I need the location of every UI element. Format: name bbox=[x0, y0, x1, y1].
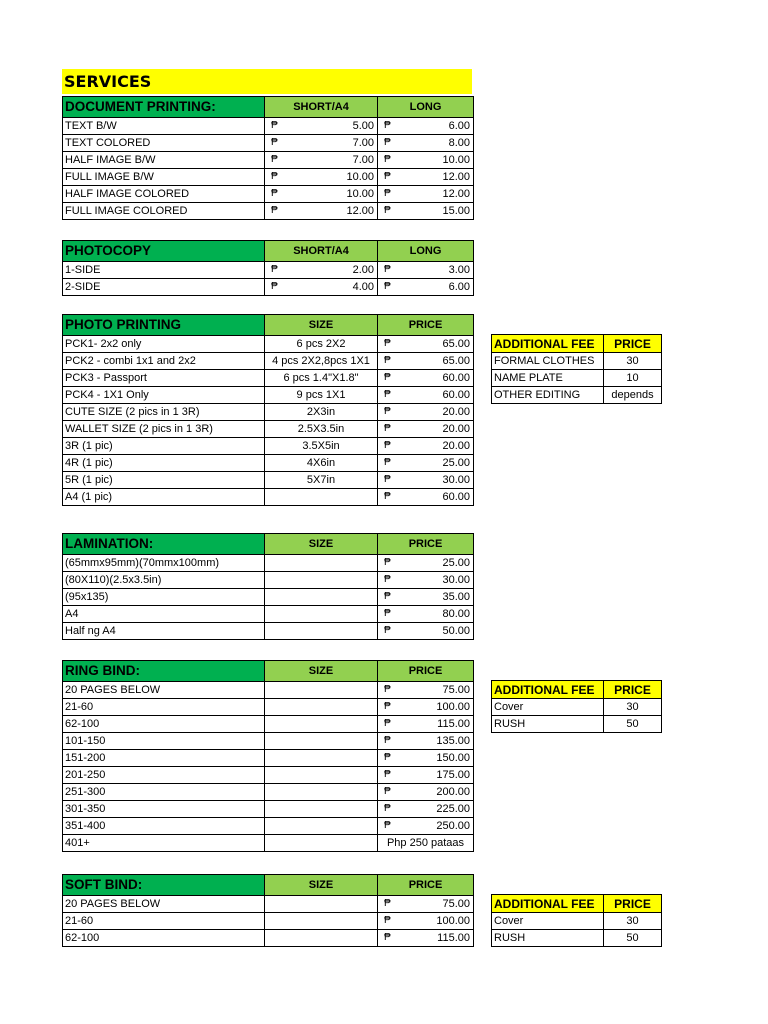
table-row bbox=[63, 767, 474, 784]
price-cell bbox=[378, 186, 474, 203]
row-label: FULL IMAGE COLORED bbox=[63, 203, 265, 220]
table-row bbox=[63, 279, 474, 296]
price-cell bbox=[378, 896, 474, 913]
row-label: 301-350 bbox=[63, 801, 265, 818]
table-row bbox=[492, 370, 662, 387]
price-cell bbox=[378, 623, 474, 640]
currency-symbol: ₱ bbox=[271, 264, 278, 275]
table-row bbox=[63, 623, 474, 640]
table-row bbox=[63, 472, 474, 489]
table-row bbox=[492, 353, 662, 370]
section-title: PHOTO PRINTING bbox=[63, 315, 265, 336]
price-cell bbox=[378, 699, 474, 716]
fee-label: OTHER EDITING bbox=[492, 387, 604, 404]
price-value: 60.00 bbox=[442, 389, 470, 401]
table-header-row bbox=[63, 875, 474, 896]
price-value: 20.00 bbox=[442, 423, 470, 435]
price-cell bbox=[378, 203, 474, 220]
price-cell bbox=[378, 353, 474, 370]
size-cell bbox=[265, 750, 378, 767]
column-header: SIZE bbox=[265, 534, 378, 555]
size-cell bbox=[265, 896, 378, 913]
size-cell: 9 pcs 1X1 bbox=[265, 387, 378, 404]
price-cell bbox=[378, 404, 474, 421]
section-title: PHOTOCOPY bbox=[63, 241, 265, 262]
size-cell: 2.5X3.5in bbox=[265, 421, 378, 438]
row-label: (65mmx95mm)(70mmx100mm) bbox=[63, 555, 265, 572]
table-row bbox=[63, 801, 474, 818]
table-row bbox=[63, 455, 474, 472]
currency-symbol: ₱ bbox=[384, 423, 391, 434]
price-cell bbox=[378, 913, 474, 930]
price-cell bbox=[378, 421, 474, 438]
price-cell: Php 250 pataas bbox=[378, 835, 474, 852]
table-row bbox=[63, 930, 474, 947]
row-label: HALF IMAGE COLORED bbox=[63, 186, 265, 203]
fee-price: 50 bbox=[604, 930, 662, 947]
price-cell bbox=[378, 472, 474, 489]
price-cell bbox=[378, 767, 474, 784]
size-cell bbox=[265, 801, 378, 818]
table-row bbox=[63, 606, 474, 623]
column-header: ADDITIONAL FEE bbox=[492, 335, 604, 353]
price-value: 30.00 bbox=[442, 474, 470, 486]
currency-symbol: ₱ bbox=[271, 188, 278, 199]
price-value: 175.00 bbox=[436, 769, 470, 781]
row-label: 62-100 bbox=[63, 930, 265, 947]
additional-fee-header-row bbox=[492, 895, 662, 913]
table-row bbox=[492, 387, 662, 404]
price-value: 5.00 bbox=[352, 120, 374, 132]
price-cell bbox=[265, 262, 378, 279]
size-cell bbox=[265, 913, 378, 930]
price-value: 150.00 bbox=[436, 752, 470, 764]
currency-symbol: ₱ bbox=[384, 608, 391, 619]
table-row bbox=[63, 118, 474, 135]
size-cell bbox=[265, 930, 378, 947]
table-row bbox=[63, 336, 474, 353]
price-cell bbox=[378, 784, 474, 801]
price-value: 8.00 bbox=[448, 137, 470, 149]
column-header: SHORT/A4 bbox=[265, 241, 378, 262]
table-row bbox=[63, 152, 474, 169]
column-header: ADDITIONAL FEE bbox=[492, 681, 604, 699]
currency-symbol: ₱ bbox=[384, 205, 391, 216]
price-value: 60.00 bbox=[442, 372, 470, 384]
row-label: FULL IMAGE B/W bbox=[63, 169, 265, 186]
row-label: 4R (1 pic) bbox=[63, 455, 265, 472]
table-row bbox=[63, 370, 474, 387]
row-label: PCK3 - Passport bbox=[63, 370, 265, 387]
table-row bbox=[63, 716, 474, 733]
price-value: 60.00 bbox=[442, 491, 470, 503]
row-label: PCK1- 2x2 only bbox=[63, 336, 265, 353]
price-value: 6.00 bbox=[448, 281, 470, 293]
column-header: SIZE bbox=[265, 661, 378, 682]
price-value: 135.00 bbox=[436, 735, 470, 747]
price-value: 4.00 bbox=[352, 281, 374, 293]
size-cell bbox=[265, 835, 378, 852]
price-cell bbox=[378, 555, 474, 572]
size-cell: 2X3in bbox=[265, 404, 378, 421]
column-header: SIZE bbox=[265, 315, 378, 336]
row-label: Half ng A4 bbox=[63, 623, 265, 640]
fee-price: depends bbox=[604, 387, 662, 404]
ring-bind-table bbox=[62, 660, 474, 852]
table-row bbox=[492, 913, 662, 930]
price-cell bbox=[378, 589, 474, 606]
currency-symbol: ₱ bbox=[384, 338, 391, 349]
size-cell bbox=[265, 716, 378, 733]
row-label: CUTE SIZE (2 pics in 1 3R) bbox=[63, 404, 265, 421]
price-cell bbox=[378, 387, 474, 404]
currency-symbol: ₱ bbox=[384, 786, 391, 797]
price-cell bbox=[265, 169, 378, 186]
row-label: 101-150 bbox=[63, 733, 265, 750]
size-cell bbox=[265, 572, 378, 589]
size-cell bbox=[265, 682, 378, 699]
price-value: 65.00 bbox=[442, 355, 470, 367]
price-cell bbox=[265, 203, 378, 220]
row-label: HALF IMAGE B/W bbox=[63, 152, 265, 169]
size-cell bbox=[265, 589, 378, 606]
price-cell bbox=[265, 152, 378, 169]
additional-fee-header-row bbox=[492, 335, 662, 353]
price-cell bbox=[378, 930, 474, 947]
size-cell bbox=[265, 767, 378, 784]
price-value: 30.00 bbox=[442, 574, 470, 586]
price-value: 200.00 bbox=[436, 786, 470, 798]
currency-symbol: ₱ bbox=[384, 898, 391, 909]
row-label: 21-60 bbox=[63, 699, 265, 716]
size-cell: 5X7in bbox=[265, 472, 378, 489]
currency-symbol: ₱ bbox=[384, 355, 391, 366]
price-cell bbox=[378, 152, 474, 169]
price-cell bbox=[265, 118, 378, 135]
size-cell: 3.5X5in bbox=[265, 438, 378, 455]
currency-symbol: ₱ bbox=[384, 372, 391, 383]
currency-symbol: ₱ bbox=[271, 154, 278, 165]
table-row bbox=[63, 186, 474, 203]
section-title: LAMINATION: bbox=[63, 534, 265, 555]
price-value: 65.00 bbox=[442, 338, 470, 350]
currency-symbol: ₱ bbox=[384, 820, 391, 831]
price-value: 75.00 bbox=[442, 898, 470, 910]
size-cell: 4X6in bbox=[265, 455, 378, 472]
column-header: PRICE bbox=[604, 895, 662, 913]
fee-label: FORMAL CLOTHES bbox=[492, 353, 604, 370]
section-title: RING BIND: bbox=[63, 661, 265, 682]
row-label: 351-400 bbox=[63, 818, 265, 835]
size-cell bbox=[265, 784, 378, 801]
currency-symbol: ₱ bbox=[384, 474, 391, 485]
row-label: TEXT B/W bbox=[63, 118, 265, 135]
currency-symbol: ₱ bbox=[384, 406, 391, 417]
currency-symbol: ₱ bbox=[384, 718, 391, 729]
table-row bbox=[63, 572, 474, 589]
price-value: 10.00 bbox=[346, 171, 374, 183]
price-value: 75.00 bbox=[442, 684, 470, 696]
table-row bbox=[63, 750, 474, 767]
additional-fee-header-row bbox=[492, 681, 662, 699]
price-cell bbox=[378, 118, 474, 135]
soft-bind-additional-fee-table bbox=[491, 894, 662, 947]
table-header-row bbox=[63, 241, 474, 262]
table-row bbox=[63, 699, 474, 716]
price-value: 7.00 bbox=[352, 137, 374, 149]
table-row bbox=[63, 682, 474, 699]
price-cell bbox=[378, 682, 474, 699]
photo-printing-table bbox=[62, 314, 474, 506]
table-row bbox=[63, 818, 474, 835]
table-row bbox=[492, 699, 662, 716]
row-label: 62-100 bbox=[63, 716, 265, 733]
price-value: 250.00 bbox=[436, 820, 470, 832]
currency-symbol: ₱ bbox=[271, 120, 278, 131]
row-label: PCK4 - 1X1 Only bbox=[63, 387, 265, 404]
table-row bbox=[63, 913, 474, 930]
price-value: 20.00 bbox=[442, 406, 470, 418]
column-header: ADDITIONAL FEE bbox=[492, 895, 604, 913]
table-row bbox=[63, 262, 474, 279]
table-row bbox=[63, 421, 474, 438]
column-header: PRICE bbox=[378, 534, 474, 555]
price-value: 50.00 bbox=[442, 625, 470, 637]
table-header-row bbox=[63, 315, 474, 336]
size-cell: 6 pcs 2X2 bbox=[265, 336, 378, 353]
size-cell: 6 pcs 1.4"X1.8" bbox=[265, 370, 378, 387]
photocopy-table bbox=[62, 240, 474, 296]
table-row bbox=[63, 555, 474, 572]
fee-label: Cover bbox=[492, 699, 604, 716]
price-value: 6.00 bbox=[448, 120, 470, 132]
row-label: 201-250 bbox=[63, 767, 265, 784]
currency-symbol: ₱ bbox=[271, 137, 278, 148]
price-value: 115.00 bbox=[437, 718, 470, 730]
price-cell bbox=[378, 279, 474, 296]
price-value: 100.00 bbox=[436, 915, 470, 927]
document-printing-table bbox=[62, 96, 474, 220]
price-cell bbox=[378, 370, 474, 387]
currency-symbol: ₱ bbox=[384, 120, 391, 131]
photo-printing-additional-fee-table bbox=[491, 334, 662, 404]
size-cell bbox=[265, 733, 378, 750]
currency-symbol: ₱ bbox=[384, 389, 391, 400]
column-header: PRICE bbox=[378, 661, 474, 682]
price-cell bbox=[378, 438, 474, 455]
table-row bbox=[63, 387, 474, 404]
row-label: 21-60 bbox=[63, 913, 265, 930]
price-cell bbox=[265, 186, 378, 203]
currency-symbol: ₱ bbox=[384, 735, 391, 746]
currency-symbol: ₱ bbox=[384, 264, 391, 275]
row-label: PCK2 - combi 1x1 and 2x2 bbox=[63, 353, 265, 370]
table-row bbox=[63, 589, 474, 606]
price-cell bbox=[378, 455, 474, 472]
currency-symbol: ₱ bbox=[271, 281, 278, 292]
column-header: PRICE bbox=[378, 875, 474, 896]
row-label: 251-300 bbox=[63, 784, 265, 801]
row-label: (80X110)(2.5x3.5in) bbox=[63, 572, 265, 589]
currency-symbol: ₱ bbox=[384, 932, 391, 943]
row-label: A4 bbox=[63, 606, 265, 623]
services-title: SERVICES bbox=[62, 69, 472, 94]
row-label: 3R (1 pic) bbox=[63, 438, 265, 455]
table-row bbox=[63, 404, 474, 421]
row-label: 5R (1 pic) bbox=[63, 472, 265, 489]
price-cell bbox=[265, 279, 378, 296]
currency-symbol: ₱ bbox=[271, 171, 278, 182]
soft-bind-table bbox=[62, 874, 474, 947]
price-value: 2.00 bbox=[352, 264, 374, 276]
table-header-row bbox=[63, 661, 474, 682]
row-label: 401+ bbox=[63, 835, 265, 852]
price-cell bbox=[378, 262, 474, 279]
row-label: (95x135) bbox=[63, 589, 265, 606]
row-label: A4 (1 pic) bbox=[63, 489, 265, 506]
price-value: 100.00 bbox=[436, 701, 470, 713]
column-header: LONG bbox=[378, 97, 474, 118]
currency-symbol: ₱ bbox=[384, 752, 391, 763]
price-value: 12.00 bbox=[442, 188, 470, 200]
currency-symbol: ₱ bbox=[384, 491, 391, 502]
currency-symbol: ₱ bbox=[384, 154, 391, 165]
currency-symbol: ₱ bbox=[384, 171, 391, 182]
fee-price: 30 bbox=[604, 699, 662, 716]
currency-symbol: ₱ bbox=[384, 591, 391, 602]
price-value: 10.00 bbox=[442, 154, 470, 166]
price-cell bbox=[378, 750, 474, 767]
row-label: TEXT COLORED bbox=[63, 135, 265, 152]
section-title: DOCUMENT PRINTING: bbox=[63, 97, 265, 118]
currency-symbol: ₱ bbox=[384, 803, 391, 814]
size-cell bbox=[265, 489, 378, 506]
price-cell bbox=[378, 489, 474, 506]
price-value: 25.00 bbox=[442, 557, 470, 569]
size-cell bbox=[265, 699, 378, 716]
table-row bbox=[63, 135, 474, 152]
price-cell bbox=[378, 169, 474, 186]
currency-symbol: ₱ bbox=[271, 205, 278, 216]
price-cell bbox=[378, 716, 474, 733]
currency-symbol: ₱ bbox=[384, 557, 391, 568]
table-header-row bbox=[63, 534, 474, 555]
fee-label: NAME PLATE bbox=[492, 370, 604, 387]
price-cell bbox=[378, 606, 474, 623]
price-cell bbox=[265, 135, 378, 152]
currency-symbol: ₱ bbox=[384, 915, 391, 926]
column-header: PRICE bbox=[604, 681, 662, 699]
size-cell bbox=[265, 555, 378, 572]
fee-label: RUSH bbox=[492, 716, 604, 733]
column-header: PRICE bbox=[378, 315, 474, 336]
price-cell bbox=[378, 733, 474, 750]
table-row bbox=[63, 896, 474, 913]
currency-symbol: ₱ bbox=[384, 457, 391, 468]
column-header: PRICE bbox=[604, 335, 662, 353]
currency-symbol: ₱ bbox=[384, 281, 391, 292]
row-label: 151-200 bbox=[63, 750, 265, 767]
ring-bind-additional-fee-table bbox=[491, 680, 662, 733]
size-cell: 4 pcs 2X2,8pcs 1X1 bbox=[265, 353, 378, 370]
lamination-table bbox=[62, 533, 474, 640]
size-cell bbox=[265, 606, 378, 623]
row-label: 20 PAGES BELOW bbox=[63, 682, 265, 699]
table-row bbox=[63, 203, 474, 220]
currency-symbol: ₱ bbox=[384, 625, 391, 636]
size-cell bbox=[265, 623, 378, 640]
row-label: 1-SIDE bbox=[63, 262, 265, 279]
price-value: 25.00 bbox=[442, 457, 470, 469]
currency-symbol: ₱ bbox=[384, 137, 391, 148]
price-cell bbox=[378, 572, 474, 589]
currency-symbol: ₱ bbox=[384, 769, 391, 780]
fee-price: 30 bbox=[604, 913, 662, 930]
currency-symbol: ₱ bbox=[384, 684, 391, 695]
table-row bbox=[492, 716, 662, 733]
fee-price: 30 bbox=[604, 353, 662, 370]
table-row bbox=[492, 930, 662, 947]
price-value: 115.00 bbox=[437, 932, 470, 944]
price-value: 225.00 bbox=[436, 803, 470, 815]
table-row bbox=[63, 733, 474, 750]
column-header: SIZE bbox=[265, 875, 378, 896]
price-cell bbox=[378, 135, 474, 152]
table-row bbox=[63, 489, 474, 506]
size-cell bbox=[265, 818, 378, 835]
table-row bbox=[63, 784, 474, 801]
table-row bbox=[63, 835, 474, 852]
currency-symbol: ₱ bbox=[384, 440, 391, 451]
price-value: 80.00 bbox=[442, 608, 470, 620]
table-row bbox=[63, 169, 474, 186]
price-value: 7.00 bbox=[352, 154, 374, 166]
fee-price: 50 bbox=[604, 716, 662, 733]
section-title: SOFT BIND: bbox=[63, 875, 265, 896]
price-value: 12.00 bbox=[442, 171, 470, 183]
fee-price: 10 bbox=[604, 370, 662, 387]
price-value: 10.00 bbox=[346, 188, 374, 200]
fee-label: Cover bbox=[492, 913, 604, 930]
column-header: LONG bbox=[378, 241, 474, 262]
price-cell bbox=[378, 818, 474, 835]
table-row bbox=[63, 353, 474, 370]
fee-label: RUSH bbox=[492, 930, 604, 947]
currency-symbol: ₱ bbox=[384, 701, 391, 712]
column-header: SHORT/A4 bbox=[265, 97, 378, 118]
row-label: 2-SIDE bbox=[63, 279, 265, 296]
price-cell bbox=[378, 801, 474, 818]
table-row bbox=[63, 438, 474, 455]
table-header-row bbox=[63, 97, 474, 118]
row-label: WALLET SIZE (2 pics in 1 3R) bbox=[63, 421, 265, 438]
currency-symbol: ₱ bbox=[384, 574, 391, 585]
price-value: 15.00 bbox=[442, 205, 470, 217]
price-cell bbox=[378, 336, 474, 353]
price-value: 12.00 bbox=[346, 205, 374, 217]
price-value: 35.00 bbox=[442, 591, 470, 603]
price-value: 20.00 bbox=[442, 440, 470, 452]
price-value: 3.00 bbox=[448, 264, 470, 276]
currency-symbol: ₱ bbox=[384, 188, 391, 199]
row-label: 20 PAGES BELOW bbox=[63, 896, 265, 913]
